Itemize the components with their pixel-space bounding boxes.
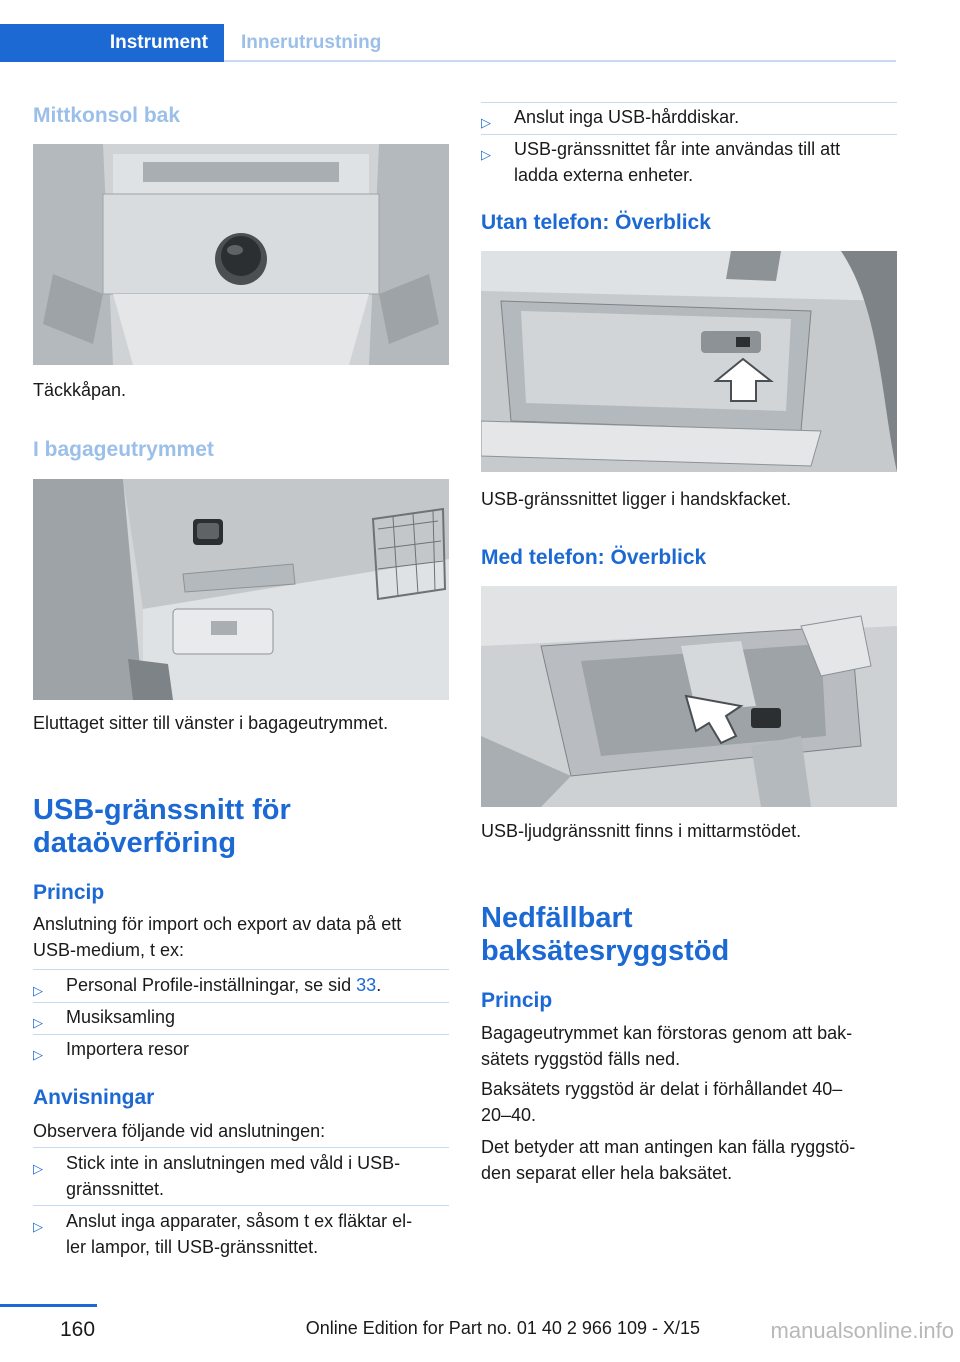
anvisningar-intro: Observera följande vid anslutningen:	[33, 1121, 326, 1141]
title-usb-line2: dataöverföring	[33, 827, 237, 859]
caption-glovebox: USB-gränssnittet ligger i handskfacket.	[481, 489, 792, 509]
paragraph-3	[481, 1134, 897, 1186]
princip-line2: USB-medium, t ex:	[33, 940, 185, 960]
page-header	[0, 0, 960, 62]
paragraph-2-line1: Baksätets ryggstöd är delat i förhållandet 40–	[481, 1079, 843, 1099]
list-item-suffix: .	[376, 975, 382, 995]
footer-rule	[0, 1304, 97, 1307]
list-item-line1: USB-gränssnittet får inte användas till att	[514, 139, 841, 159]
tab-instrument[interactable]: Instrument	[0, 24, 224, 62]
triangle-bullet-icon: ▷	[481, 147, 491, 162]
page-number: 160	[60, 1318, 96, 1341]
list-rule	[481, 134, 897, 135]
title-ned-line1: Nedfällbart	[481, 902, 633, 934]
caption-outlet: Eluttaget sitter till vänster i bagageutrymmet.	[33, 713, 389, 733]
heading-anvisningar: Anvisningar	[33, 1086, 155, 1109]
photo-trunk-outlet	[33, 479, 449, 700]
caption-cover: Täckkåpan.	[33, 380, 127, 400]
list-rule	[33, 969, 449, 970]
title-usb-data	[33, 794, 291, 860]
heading-bagage: I bagageutrymmet	[33, 438, 214, 461]
list-item	[481, 136, 897, 188]
list-rule	[33, 1205, 449, 1206]
page-link-33[interactable]: 33	[356, 975, 377, 995]
edition-note: Online Edition for Part no. 01 40 2 966 109 - X/15	[305, 1318, 700, 1338]
list-item	[33, 1004, 449, 1030]
list-rule	[33, 1147, 449, 1148]
triangle-bullet-icon: ▷	[33, 983, 43, 998]
tab-innerutrustning[interactable]: Innerutrustning	[241, 32, 382, 53]
list-item-line2: ladda externa enheter.	[514, 165, 694, 185]
paragraph-3-line2: den separat eller hela baksätet.	[481, 1163, 733, 1183]
list-item-text: Personal Profile-inställningar, se sid	[66, 975, 357, 995]
triangle-bullet-icon: ▷	[33, 1219, 43, 1234]
princip-line1: Anslutning för import och export av data på ett	[33, 914, 402, 934]
paragraph-1-line2: sätets ryggstöd fälls ned.	[481, 1049, 681, 1069]
list-item-line2: ler lampor, till USB-gränssnittet.	[66, 1237, 319, 1257]
paragraph-1-line1: Bagageutrymmet kan förstoras genom att bak-	[481, 1023, 853, 1043]
photo-glovebox	[481, 251, 897, 472]
list-item	[481, 104, 897, 130]
title-nedfallbart	[481, 902, 729, 968]
triangle-bullet-icon: ▷	[481, 115, 491, 130]
triangle-bullet-icon: ▷	[33, 1161, 43, 1176]
princip-text	[33, 911, 449, 963]
list-rule	[481, 102, 897, 103]
list-item	[33, 1150, 449, 1202]
list-item-text: Musiksamling	[66, 1007, 176, 1027]
list-rule	[33, 1002, 449, 1003]
paragraph-2-line2: 20–40.	[481, 1105, 537, 1125]
paragraph-3-line1: Det betyder att man antingen kan fälla ryggstö-	[481, 1137, 856, 1157]
heading-mittkonsol: Mittkonsol bak	[33, 104, 181, 127]
paragraph-2	[481, 1076, 897, 1128]
list-rule	[33, 1034, 449, 1035]
heading-princip-left: Princip	[33, 881, 105, 904]
list-item	[33, 1036, 449, 1062]
list-item-text: Importera resor	[66, 1039, 190, 1059]
caption-armrest: USB-ljudgränssnitt finns i mittarmstödet.	[481, 821, 802, 841]
triangle-bullet-icon: ▷	[33, 1015, 43, 1030]
paragraph-1	[481, 1020, 897, 1072]
title-usb-line1: USB-gränssnitt för	[33, 794, 291, 826]
header-rule	[224, 60, 896, 62]
triangle-bullet-icon: ▷	[33, 1047, 43, 1062]
photo-rear-console	[33, 144, 449, 365]
list-item-line1: Anslut inga apparater, såsom t ex fläktar el-	[66, 1211, 413, 1231]
watermark: manualsonline.info	[770, 1318, 954, 1343]
list-item	[33, 972, 449, 998]
list-item	[33, 1208, 449, 1260]
photo-armrest	[481, 586, 897, 807]
list-item-line1: Stick inte in anslutningen med våld i USB-	[66, 1153, 401, 1173]
heading-princip-right: Princip	[481, 989, 553, 1012]
title-ned-line2: baksätesryggstöd	[481, 935, 730, 967]
heading-utan-telefon: Utan telefon: Överblick	[481, 211, 711, 234]
list-item-line1: Anslut inga USB-hårddiskar.	[514, 107, 740, 127]
heading-med-telefon: Med telefon: Överblick	[481, 546, 707, 569]
list-item-line2: gränssnittet.	[66, 1179, 165, 1199]
